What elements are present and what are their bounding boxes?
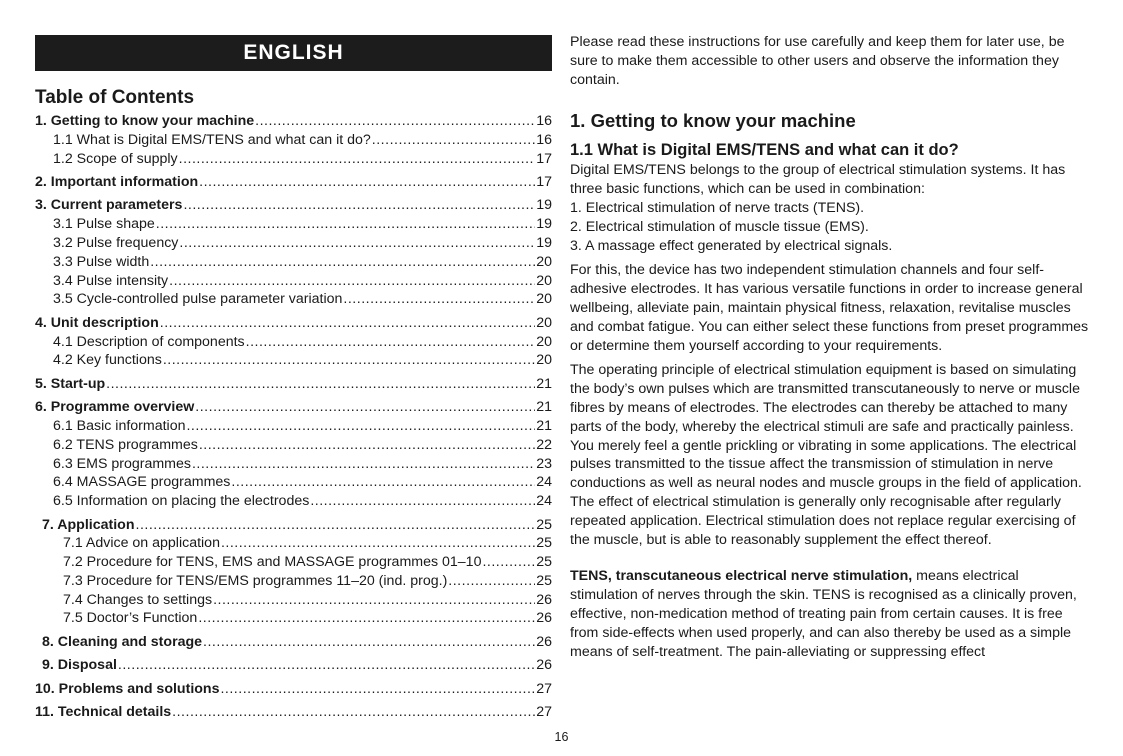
toc-entry-page: 16 [536, 131, 552, 148]
toc-dot-leader [179, 150, 536, 169]
toc-entry-title: 10. Problems and solutions [35, 680, 220, 697]
toc-entry [35, 591, 552, 610]
toc-entry [35, 253, 552, 272]
toc-dot-leader [169, 272, 535, 291]
toc-entry [35, 455, 552, 474]
toc-entry-page: 20 [536, 272, 552, 289]
toc-dot-leader [221, 534, 535, 553]
toc-entry [35, 272, 552, 291]
toc-entry-page: 20 [536, 352, 552, 369]
list-item-3: 3. A massage effect generated by electrical signals. [570, 237, 893, 254]
toc-dot-leader [199, 436, 535, 455]
toc-dot-leader [199, 173, 535, 192]
toc-entry-title: 7.3 Procedure for TENS/EMS programmes 11–20 (ind. prog.) [63, 572, 448, 589]
toc-dot-leader [231, 473, 535, 492]
toc-entry-page: 20 [536, 314, 552, 331]
toc-dot-leader [213, 591, 535, 610]
toc-entry-page: 26 [536, 591, 552, 608]
body-paragraph-4: The effect of electrical stimulation is generally only recognisable after regularly repeated application. Electrical stimulation does not replace regular exercising of the muscle, but is able to reasonably supplement the effect thereof. [570, 493, 1076, 548]
toc-entry-page: 26 [536, 633, 552, 650]
toc-dot-leader [172, 703, 535, 722]
toc-entry-title: 1.1 What is Digital EMS/TENS and what can it do? [53, 131, 371, 148]
intro-paragraph: Please read these instructions for use carefully and keep them for later use, be sure to make them accessible to other users and observe the information they contain. [570, 34, 1065, 88]
toc-entry-page: 24 [536, 493, 552, 510]
toc-entry-title: 3.2 Pulse frequency [53, 234, 179, 251]
toc-dot-leader [195, 398, 535, 417]
toc-entry-title: 7.5 Doctor’s Function [63, 610, 198, 627]
toc-dot-leader [192, 455, 535, 474]
toc-dot-leader [482, 553, 535, 572]
toc-entry [35, 150, 552, 169]
toc-dot-leader [156, 215, 535, 234]
toc-entry [35, 492, 552, 511]
toc-entry-page: 27 [536, 680, 552, 697]
toc-entry [35, 516, 552, 535]
toc-entry-page: 19 [536, 197, 552, 214]
toc-entry-page: 21 [536, 417, 552, 434]
toc-entry [35, 633, 552, 652]
body-paragraph-3: The operating principle of electrical stimulation equipment is based on simulating the body’s own pulses which are transmitted transcutaneously to nerve or muscle fibres by means of electrodes. The electrodes can thereby be attached to many parts of the body, whereby the electrical stimuli are safe and practically painless. You merely feel a gentle prickling or vibrating in some applications. The electrical pulses transmitted to the tissue affect the transmission of stimulation in nerve conductions as well as neural nodes and muscle groups in the field of application. [570, 362, 1082, 492]
toc-entry [35, 398, 552, 417]
toc-entry [35, 417, 552, 436]
toc-entry-page: 23 [536, 455, 552, 472]
toc-dot-leader [255, 112, 535, 131]
toc-title: Table of Contents [35, 87, 195, 108]
toc-entry-page: 20 [536, 333, 552, 350]
toc-entry-title: 3.1 Pulse shape [53, 216, 155, 233]
toc-entry-title: 6.3 EMS programmes [53, 455, 191, 472]
toc-entry-title: 7.1 Advice on application [63, 535, 220, 552]
page-number: 16 [554, 730, 569, 744]
toc-dot-leader [246, 333, 536, 352]
toc-entry [35, 572, 552, 591]
toc-dot-leader [310, 492, 535, 511]
toc-entry-page: 20 [536, 291, 552, 308]
toc-entry-page: 25 [536, 516, 552, 533]
subsection-heading: 1.1 What is Digital EMS/TENS and what can it do? [570, 141, 959, 160]
toc-entry [35, 112, 552, 131]
toc-dot-leader [179, 234, 535, 253]
toc-entry [35, 436, 552, 455]
toc-dot-leader [106, 375, 535, 394]
toc-entry [35, 131, 552, 150]
toc-entry-title: 1. Getting to know your machine [35, 113, 255, 129]
toc-entry-title: 4.1 Description of components [53, 333, 245, 350]
toc-entry-title: 6. Programme overview [35, 399, 195, 416]
toc-entry [35, 680, 552, 699]
toc-dot-leader [150, 253, 535, 272]
toc-entry-page: 26 [536, 610, 552, 627]
toc-entry-title: 11. Technical details [35, 704, 172, 721]
toc-dot-leader [183, 196, 535, 215]
toc-entry-title: 7. Application [42, 516, 135, 533]
toc-entry-page: 27 [536, 704, 552, 721]
toc-entry [35, 234, 552, 253]
toc-dot-leader [372, 131, 535, 150]
toc-entry-title: 3.3 Pulse width [53, 253, 150, 270]
body-paragraph-1: Digital EMS/TENS belongs to the group of electrical stimulation systems. It has three basic functions, which can be used in combination: [570, 162, 1066, 198]
toc-entry-title: 3. Current parameters [35, 197, 183, 214]
toc-entry-page: 24 [536, 474, 552, 491]
toc-dot-leader [186, 417, 535, 436]
tens-description: means electrical stimulation of nerves through the skin. TENS is recognised as a clinically proven, effective, non-medication method of treating pain from certain causes. It is free from side-effects when used properly, and can also thereby be used as a simple means of self-treatment. The pain-alleviating or suppressing effect [570, 568, 1077, 660]
toc-dot-leader [203, 633, 535, 652]
toc-entry [35, 215, 552, 234]
toc-entry-page: 17 [536, 150, 552, 167]
toc-entry-page: 26 [536, 657, 552, 674]
toc-dot-leader [160, 314, 535, 333]
section-heading: 1. Getting to know your machine [570, 110, 856, 132]
toc-entry [35, 534, 552, 553]
toc-entry-page: 25 [536, 554, 552, 571]
toc-dot-leader [136, 516, 536, 535]
list-item-2: 2. Electrical stimulation of muscle tissue (EMS). [570, 218, 869, 235]
tens-paragraph [570, 567, 1090, 661]
toc-entry-title: 6.4 MASSAGE programmes [53, 474, 231, 491]
toc-entry [35, 609, 552, 628]
toc-entry-page: 21 [536, 399, 552, 416]
body-paragraph-2: For this, the device has two independent stimulation channels and four self-adhesive electrodes. It has various versatile functions in order to increase general wellbeing, alleviate pain, maintain physical fitness, relaxation, revitalise muscles and combat fatigue. You can either select these functions from preset programmes or determine them yourself according to your requirements. [570, 262, 1089, 354]
toc-entry [35, 290, 552, 309]
toc-entry [35, 173, 552, 192]
toc-dot-leader [343, 290, 535, 309]
tens-term: TENS, transcutaneous electrical nerve stimulation, [570, 568, 913, 585]
toc-entry [35, 314, 552, 333]
toc-entry-title: 7.2 Procedure for TENS, EMS and MASSAGE programmes 01–10 [63, 554, 482, 571]
toc-entry [35, 351, 552, 370]
toc-entry-title: 2. Important information [35, 173, 199, 190]
toc-entry-page: 19 [536, 216, 552, 233]
toc-entry-title: 3.4 Pulse intensity [53, 272, 169, 289]
toc-entry [35, 703, 552, 722]
toc-entry-page: 19 [536, 234, 552, 251]
toc-entry-title: 8. Cleaning and storage [42, 633, 203, 650]
toc-dot-leader [118, 656, 535, 675]
toc-dot-leader [448, 572, 535, 591]
toc-entry-page: 22 [536, 436, 552, 453]
toc-entry-title: 7.4 Changes to settings [63, 591, 213, 608]
toc-dot-leader [220, 680, 535, 699]
table-of-contents [35, 112, 552, 722]
toc-entry [35, 333, 552, 352]
toc-entry-title: 3.5 Cycle-controlled pulse parameter variation [53, 291, 343, 308]
toc-entry-page: 20 [536, 253, 552, 270]
list-item-1: 1. Electrical stimulation of nerve tracts (TENS). [570, 199, 865, 216]
toc-entry-title: 5. Start-up [35, 375, 106, 392]
toc-entry-page: 25 [536, 535, 552, 552]
toc-entry-page: 21 [536, 375, 552, 392]
toc-entry-title: 4. Unit description [35, 314, 159, 331]
toc-entry-page: 25 [536, 572, 552, 589]
toc-entry-title: 1.2 Scope of supply [53, 150, 178, 167]
toc-entry [35, 656, 552, 675]
toc-dot-leader [163, 351, 535, 370]
toc-entry-title: 9. Disposal [42, 657, 117, 674]
toc-entry [35, 375, 552, 394]
right-column [570, 33, 1090, 661]
toc-entry-title: 6.2 TENS programmes [53, 436, 198, 453]
toc-entry [35, 473, 552, 492]
toc-entry-page: 16 [536, 113, 552, 129]
toc-entry [35, 553, 552, 572]
toc-entry-page: 17 [536, 173, 552, 190]
toc-entry-title: 4.2 Key functions [53, 352, 162, 369]
language-banner: ENGLISH [35, 35, 552, 71]
toc-dot-leader [198, 609, 535, 628]
toc-entry-title: 6.1 Basic information [53, 417, 186, 434]
toc-entry-title: 6.5 Information on placing the electrodes [53, 493, 310, 510]
left-column [35, 35, 552, 722]
toc-entry [35, 196, 552, 215]
